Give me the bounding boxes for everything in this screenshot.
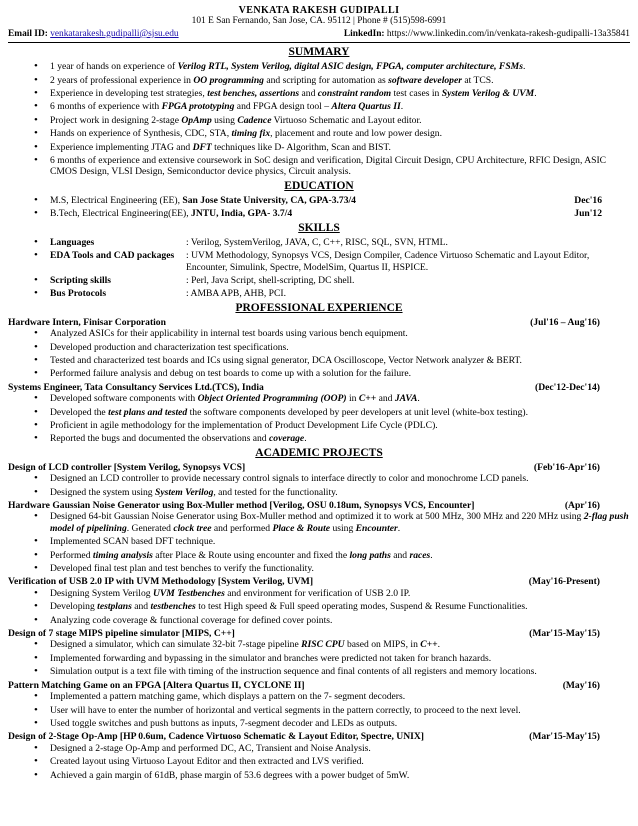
linkedin-label: LinkedIn: [343,28,385,39]
linkedin-block [344,29,630,40]
skill-values: : Perl, Java Script, shell-scripting, DC shell. [186,274,355,286]
emphasis-text: Encounter [355,522,398,534]
project-bullet [34,653,630,664]
body-text: Tested and characterized test boards and ICs using signal generator, DCA Oscilloscope, Vector Network analyzer & BERT. [50,354,522,366]
project-bullet [34,563,630,574]
body-text: . [430,549,433,561]
body-text: M.S, Electrical Engineering (EE), [50,194,183,206]
body-text: in [346,393,359,405]
project-bullet [34,743,630,754]
project-dates: (May'16) [562,679,600,691]
body-text: Developed software components with [50,393,198,405]
job-dates: (Dec'12-Dec'14) [535,381,600,393]
emphasis-text: Object Oriented Programming (OOP) [197,393,347,405]
linkedin-url[interactable]: https://www.linkedin.com/in/venkata-rakesh-gudipalli-13a35841 [386,28,630,39]
summary-item [34,101,630,112]
skill-item [34,250,630,273]
body-text: Achieved a gain margin of 61dB, phase margin of 53.6 degrees with a power budget of 5mW. [50,769,410,781]
job-bullet [34,328,630,339]
emphasis-text: Cadence [237,114,272,126]
body-text: Developed production and characterization test specifications. [50,341,289,353]
body-text: 6 months of experience and extensive coursework in SoC design and verification, Digital Circuit Design, CPU Architecture, RFIC Design, ASIC CMOS Design, VLSI Design, Semiconductor device physics, Circuit analysis. [50,155,607,178]
job-header [8,317,630,328]
project-dates: (Mar'15-May'15) [529,731,600,743]
job-bullet [34,342,630,353]
emphasis-text: San Jose State University, CA, GPA-3.73/4 [182,194,356,206]
project-bullet [34,756,630,767]
address-line: 101 E San Fernando, San Jose, CA. 95112 | Phone # (515)598-6991 [191,16,447,27]
body-text: Developing [50,601,98,613]
project-dates: (Mar'15-May'15) [529,628,600,640]
body-text: Used toggle switches and push buttons as inputs, 7-segment decoder and LEDs as outputs. [50,717,398,729]
emphasis-text: test benches, assertions [207,88,300,100]
body-text: Proficient in agile methodology for the implementation of Product Development Life Cycle (PDLC). [50,419,438,431]
education-list [8,195,630,220]
summary-item [34,61,630,72]
education-item [34,195,630,206]
project-bullet [34,487,630,498]
emphasis-text: RISC CPU [301,639,345,651]
project-bullets [8,691,630,729]
project-bullet [34,770,630,781]
emphasis-text: test plans and tested [108,406,188,418]
emphasis-text: DFT [192,141,212,153]
contact-row [8,29,630,40]
body-text: Performed failure analysis and debug on test boards to come up with a solution for the failure. [50,368,412,380]
email-label: Email ID: [8,28,48,39]
experience-entries [8,317,630,445]
body-text: Analyzing code coverage & functional coverage for defined cover points. [50,614,333,626]
job-title: Hardware Intern, Finisar Corporation [8,316,166,328]
education-item [34,208,630,219]
summary-item [34,88,630,99]
emphasis-text: software developer [388,74,462,86]
graduation-date: Dec'16 [574,194,602,206]
skill-row [50,275,630,286]
body-text: and environment for verification of USB 2.0 IP. [224,587,411,599]
summary-item [34,155,630,178]
body-text: . [397,522,401,534]
emphasis-text: constraint random [317,88,392,100]
body-text: Analyzed ASICs for their applicability in internal test boards using various bench equipment. [50,328,408,340]
body-text: Implemented a pattern matching game, which displays a pattern on the 7- segment decoders. [50,691,406,703]
body-text: Designing System Verilog [50,587,153,599]
body-text: Designed a 2-stage Op-Amp and performed DC, AC, Transient and Noise Analysis. [50,742,371,754]
project-bullet [34,536,630,547]
body-text: to test High speed & Full speed operating modes, Suspend & Resume Functionalities. [195,601,528,613]
emphasis-text: OO programming [193,74,264,86]
body-text: Designed an LCD controller to provide necessary control signals to interface directly to color and monochrome LCD panels. [50,473,529,485]
body-text: . [304,433,307,445]
emphasis-text: OpAmp [181,114,212,126]
emphasis-text: Altera Quartus II [331,101,401,113]
project-title: Hardware Gaussian Noise Generator using Box-Muller method [Verilog, OSU 0.18um, Synopsys VCS, Encounter] [8,500,475,511]
skill-item [34,275,630,286]
body-text: . [437,639,441,651]
body-text: Implemented SCAN based DFT technique. [50,536,216,548]
skills-heading: SKILLS [298,221,340,234]
project-bullet [34,718,630,729]
project-entry [8,731,630,781]
project-header [8,500,630,511]
email-link[interactable]: venkatarakesh.gudipalli@sjsu.edu [50,28,179,39]
skill-row [50,288,630,299]
body-text: and [131,601,151,613]
experience-heading: PROFESSIONAL EXPERIENCE [235,301,403,314]
job-bullet [34,393,630,404]
job-bullet [34,420,630,431]
body-text: after Place & Route using encounter and fixed the [152,549,350,561]
body-text: techniques like D- Algorithm, Scan and BIST. [211,141,391,153]
degree-info [50,208,292,219]
project-entries [8,462,630,781]
skill-row [50,250,630,273]
emphasis-text: timing analysis [92,549,153,561]
job-bullet [34,407,630,418]
body-text: , placement and route and low power design. [270,128,442,140]
summary-item [34,115,630,126]
project-bullet [34,550,630,561]
emphasis-text: System Verilog & UVM [441,88,535,100]
job-title: Systems Engineer, Tata Consultancy Services Ltd.(TCS), India [8,381,264,393]
emphasis-text: JNTU, India, GPA- 3.7/4 [191,208,293,220]
emphasis-text: UVM Testbenches [152,587,225,599]
project-bullets [8,743,630,781]
project-title: Design of LCD controller [System Verilog, Synopsys VCS] [8,461,246,473]
job-bullet [34,368,630,379]
body-text: the software components developed by peer developers at unit level (white-box testing). [187,406,528,418]
project-title: Pattern Matching Game on an FPGA [Altera Quartus II, CYCLONE II] [8,679,305,691]
skill-category: • Scripting skills [50,274,112,286]
project-bullets [8,639,630,677]
body-text: using [211,114,238,126]
candidate-name: VENKATA RAKESH GUDIPALLI [238,5,400,16]
project-bullet [34,588,630,599]
project-header [8,628,630,639]
body-text: and FPGA design tool – [234,101,332,113]
emphasis-text: coverage [269,433,305,445]
skill-category: • Languages [50,236,95,248]
project-header [8,462,630,473]
job-entry [8,317,630,380]
job-entry [8,382,630,445]
body-text: Implemented forwarding and bypassing in the simulator and branches were predicted not taken for branch hazards. [50,652,492,664]
body-text: Reported the bugs and documented the observations and [50,433,270,445]
body-text: 2 years of professional experience in [50,74,194,86]
body-text: , and tested for the functionality. [213,486,338,498]
skill-values: : UVM Methodology, Synopsys VCS, Design Compiler, Cadence Virtuoso Schematic and Layout Editor, Encounter, Simulink, Spectre, ModelSim, Quartus II, HSPICE. [186,250,590,273]
summary-heading: SUMMARY [288,46,350,59]
body-text: and scripting for automation as [263,74,389,86]
body-text: Designed 64-bit Gaussian Noise Generator using Box-Muller method and optimized it to work at 500 MHz, 300 MHz and 220 MHz using [50,511,584,523]
emphasis-text: C++ [420,639,438,651]
body-text: . [400,101,404,113]
job-bullet [34,355,630,366]
body-text: using [330,522,356,534]
body-text: Performed [50,549,93,561]
project-bullets [8,588,630,626]
project-bullet [34,639,630,650]
project-title: Verification of USB 2.0 IP with UVM Methodology [System Verilog, UVM] [8,576,314,588]
summary-item [34,142,630,153]
skill-row [50,237,630,248]
body-text: Created layout using Virtuoso Layout Editor and then extracted and LVS verified. [50,756,364,768]
body-text: Experience implementing JTAG and [50,141,193,153]
emphasis-text: races [409,549,431,561]
education-row [50,195,630,206]
emphasis-text: long paths [349,549,391,561]
emphasis-text: testbenches [150,601,196,613]
project-entry [8,576,630,626]
body-text: 1 year of hands on experience of [50,61,178,73]
emphasis-text: clock tree [173,522,212,534]
skill-values: : AMBA APB, AHB, PCI. [186,288,286,300]
project-bullet [34,705,630,716]
project-dates: (Feb'16-Apr'16) [533,461,600,473]
body-text: and [390,549,410,561]
project-bullet [34,615,630,626]
project-bullet [34,511,630,534]
job-dates: (Jul'16 – Aug'16) [530,316,600,328]
project-title: Design of 7 stage MIPS pipeline simulator [MIPS, C++] [8,628,235,640]
body-text: . [417,393,420,405]
skills-list [8,237,630,300]
summary-item [34,128,630,139]
project-entry [8,500,630,574]
body-text: test cases in [391,88,442,100]
body-text: Simulation output is a text file with timing of the instruction sequence and final contents of all registers and memory locations. [50,666,537,678]
project-header [8,731,630,742]
degree-info [50,195,356,206]
body-text: User will have to enter the number of horizontal and vertical segments in the pattern correctly, to proceed to the next level. [50,704,521,716]
body-text: Developed the [50,406,109,418]
body-text: at TCS. [461,74,494,86]
emphasis-text: System Verilog [155,486,214,498]
job-header [8,382,630,393]
education-row [50,208,630,219]
body-text: Developed final test plan and test benches to verify the functionality. [50,563,314,575]
project-bullets [8,511,630,574]
education-heading: EDUCATION [284,179,354,192]
skill-category: • Bus Protocols [50,288,107,300]
body-text: Hands on experience of Synthesis, CDC, STA, [50,128,232,140]
project-title: Design of 2-Stage Op-Amp [HP 0.6um, Cadence Virtuoso Schematic & Layout Editor, Spectre, UNIX] [8,731,424,743]
emphasis-text: JAVA [394,393,418,405]
body-text: Project work in designing 2-stage [50,114,182,126]
project-header [8,576,630,587]
body-text: Designed a simulator, which can simulate 32-bit 7-stage pipeline [50,639,302,651]
graduation-date: Jun'12 [574,208,602,220]
header-divider [8,42,630,43]
emphasis-text: 2-flag push model of pipelining [50,511,629,534]
body-text: B.Tech, Electrical Engineering(EE), [50,208,192,220]
body-text: and performed [211,522,273,534]
project-bullet [34,691,630,702]
body-text: and [299,88,318,100]
emphasis-text: testplans [97,601,132,613]
emphasis-text: timing fix [231,128,271,140]
job-bullet [34,433,630,444]
skill-item [34,237,630,248]
email-block [8,29,179,40]
skill-item [34,288,630,299]
job-bullets [8,328,630,380]
body-text: Virtuoso Schematic and Layout editor. [271,114,422,126]
emphasis-text: Place & Route [272,522,331,534]
summary-list [8,61,630,178]
body-text: Experience in developing test strategies, [50,88,208,100]
body-text: Designed the system using [50,486,155,498]
project-bullet [34,473,630,484]
project-bullets [8,473,630,498]
projects-heading: ACADEMIC PROJECTS [255,446,383,459]
emphasis-text: C++ [358,393,377,405]
project-entry [8,462,630,498]
body-text: . [534,88,537,100]
body-text: . Generated [126,522,174,534]
skill-category: • EDA Tools and CAD packages [50,250,175,262]
skill-values: : Verilog, SystemVerilog, JAVA, C, C++, RISC, SQL, SVN, HTML. [186,236,448,248]
body-text: and [376,393,395,405]
project-header [8,680,630,691]
project-dates: (Apr'16) [564,500,600,511]
emphasis-text: FPGA prototyping [161,101,235,113]
project-entry [8,628,630,678]
body-text: 6 months of experience with [50,101,162,113]
emphasis-text: Verilog RTL, System Verilog, digital ASIC design, FPGA, computer architecture, FSMs [177,61,523,73]
project-bullet [34,601,630,612]
project-entry [8,680,630,730]
job-bullets [8,393,630,445]
project-dates: (May'16-Present) [528,576,600,588]
body-text: based on MIPS, in [344,639,421,651]
body-text: . [522,61,526,73]
summary-item [34,75,630,86]
project-bullet [34,666,630,677]
